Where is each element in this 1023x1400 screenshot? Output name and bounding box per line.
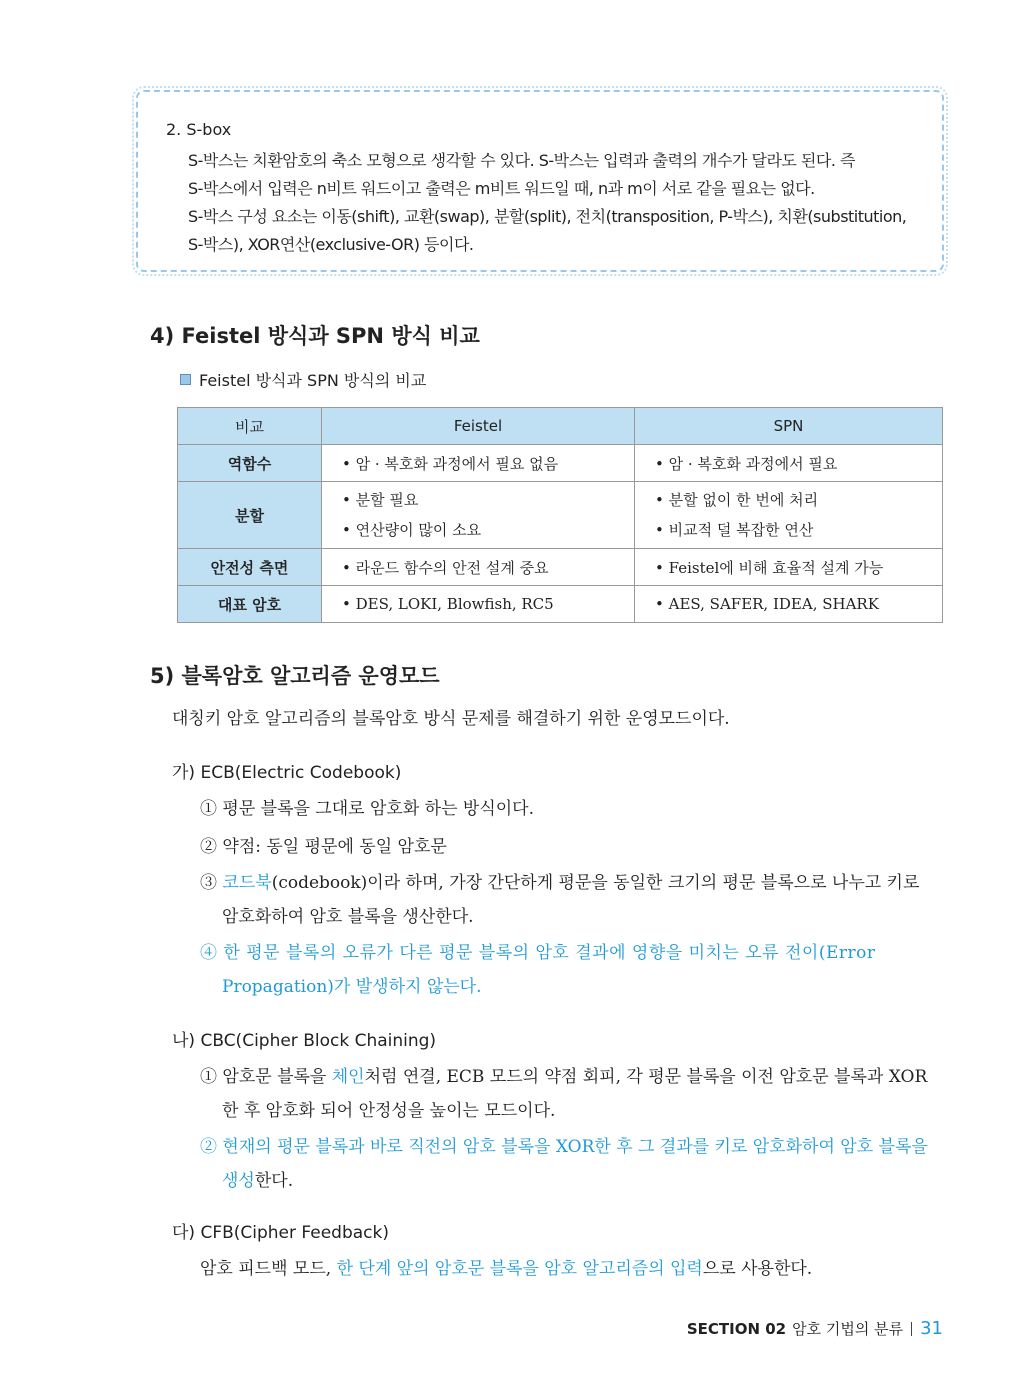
section4-heading: 4) Feistel 방식과 SPN 방식 비교 bbox=[150, 324, 480, 348]
table-header-row bbox=[178, 408, 943, 445]
table-header: Feistel bbox=[322, 408, 635, 445]
table-row bbox=[178, 586, 943, 623]
footer-title: 암호 기법의 분류 bbox=[792, 1320, 904, 1338]
sbox-note-box bbox=[136, 90, 944, 272]
cbc-title: 나) CBC(Cipher Block Chaining) bbox=[172, 1031, 437, 1051]
cbc-item-1 bbox=[200, 1062, 927, 1087]
table-header: SPN bbox=[635, 408, 943, 445]
note-line: S-박스는 치환암호의 축소 모형으로 생각할 수 있다. S-박스는 입력과 출력의 개수가 달라도 된다. 즉 bbox=[188, 151, 855, 170]
item-text: (codebook)이라 하며, 가장 간단하게 평문을 동일한 크기의 평문 블록으로 나누고 키로 bbox=[271, 873, 920, 893]
feistel-cell: • 라운드 함수의 안전 설계 중요 bbox=[322, 549, 635, 586]
page-number: 31 bbox=[920, 1318, 943, 1339]
ecb-item-4: ④ 한 평문 블록의 오류가 다른 평문 블록의 암호 결과에 영향을 미치는 오류 전이(Error bbox=[200, 943, 876, 963]
item-text: 한다. bbox=[254, 1171, 294, 1191]
table-caption-text: Feistel 방식과 SPN 방식의 비교 bbox=[199, 371, 427, 390]
ecb-item-3-line2: 암호화하여 암호 블록을 생산한다. bbox=[222, 907, 474, 927]
page-footer bbox=[687, 1318, 943, 1339]
cbc-item-1-line2: 한 후 암호화 되어 안정성을 높이는 모드이다. bbox=[222, 1101, 556, 1121]
ecb-item-2: ② 약점: 동일 평문에 동일 암호문 bbox=[200, 837, 447, 857]
note-title: 2. S-box bbox=[166, 120, 232, 139]
highlight-text: 한 단계 앞의 암호문 블록을 암호 알고리즘의 입력 bbox=[336, 1259, 703, 1279]
note-line: S-박스), XOR연산(exclusive-OR) 등이다. bbox=[188, 235, 474, 254]
row-label: 역함수 bbox=[178, 445, 322, 482]
row-label: 대표 암호 bbox=[178, 586, 322, 623]
cfb-text bbox=[200, 1254, 812, 1279]
ecb-item-3 bbox=[200, 868, 919, 893]
row-label: 안전성 측면 bbox=[178, 549, 322, 586]
comparison-table bbox=[177, 407, 943, 623]
table-row bbox=[178, 482, 943, 549]
spn-cell: • Feistel에 비해 효율적 설계 가능 bbox=[635, 549, 943, 586]
spn-cell: • AES, SAFER, IDEA, SHARK bbox=[635, 586, 943, 623]
cfb-title: 다) CFB(Cipher Feedback) bbox=[172, 1223, 390, 1243]
highlight-text: 체인 bbox=[331, 1067, 365, 1087]
cell-line: • 연산량이 많이 소요 bbox=[342, 521, 482, 539]
table-row bbox=[178, 549, 943, 586]
item-number: ③ bbox=[200, 873, 223, 893]
table-caption bbox=[180, 368, 426, 391]
footer-section: SECTION 02 bbox=[686, 1319, 787, 1338]
cell-line: • 비교적 덜 복잡한 연산 bbox=[655, 521, 814, 539]
ecb-title: 가) ECB(Electric Codebook) bbox=[172, 763, 402, 783]
cbc-item-2: ② 현재의 평문 블록과 바로 직전의 암호 블록을 XOR한 후 그 결과를 키로 암호화하여 암호 블록을 bbox=[200, 1137, 928, 1157]
cell-line: • 분할 필요 bbox=[342, 491, 419, 509]
ecb-item-1: ① 평문 블록을 그대로 암호화 하는 방식이다. bbox=[200, 799, 535, 819]
square-bullet-icon bbox=[180, 374, 191, 385]
highlight-text: 생성 bbox=[222, 1171, 255, 1191]
table-row bbox=[178, 445, 943, 482]
highlight-text: 코드북 bbox=[222, 873, 272, 893]
ecb-item-4-line2: Propagation)가 발생하지 않는다. bbox=[222, 977, 482, 997]
item-text: 암호 피드백 모드, bbox=[200, 1259, 337, 1279]
feistel-cell: • DES, LOKI, Blowfish, RC5 bbox=[322, 586, 635, 623]
item-text: 으로 사용한다. bbox=[702, 1259, 813, 1279]
item-text: ① 암호문 블록을 bbox=[200, 1067, 332, 1087]
table-header: 비교 bbox=[178, 408, 322, 445]
cbc-item-2-line2 bbox=[222, 1166, 293, 1191]
feistel-cell: • 암 · 복호화 과정에서 필요 없음 bbox=[322, 445, 635, 482]
item-text: 처럼 연결, ECB 모드의 약점 회피, 각 평문 블록을 이전 암호문 블록과 XOR bbox=[364, 1067, 928, 1087]
row-label: 분할 bbox=[178, 482, 322, 549]
spn-cell: • 암 · 복호화 과정에서 필요 bbox=[635, 445, 943, 482]
footer-divider bbox=[911, 1322, 912, 1336]
note-line: S-박스에서 입력은 n비트 워드이고 출력은 m비트 워드일 때, n과 m이 서로 같을 필요는 없다. bbox=[188, 179, 815, 198]
feistel-cell bbox=[322, 482, 635, 549]
note-line: S-박스 구성 요소는 이동(shift), 교환(swap), 분할(split), 전치(transposition, P-박스), 치환(substitution, bbox=[188, 207, 907, 226]
section5-intro: 대칭키 암호 알고리즘의 블록암호 방식 문제를 해결하기 위한 운영모드이다. bbox=[172, 709, 730, 729]
spn-cell bbox=[635, 482, 943, 549]
cell-line: • 분할 없이 한 번에 처리 bbox=[655, 491, 819, 509]
section5-heading: 5) 블록암호 알고리즘 운영모드 bbox=[150, 664, 440, 688]
